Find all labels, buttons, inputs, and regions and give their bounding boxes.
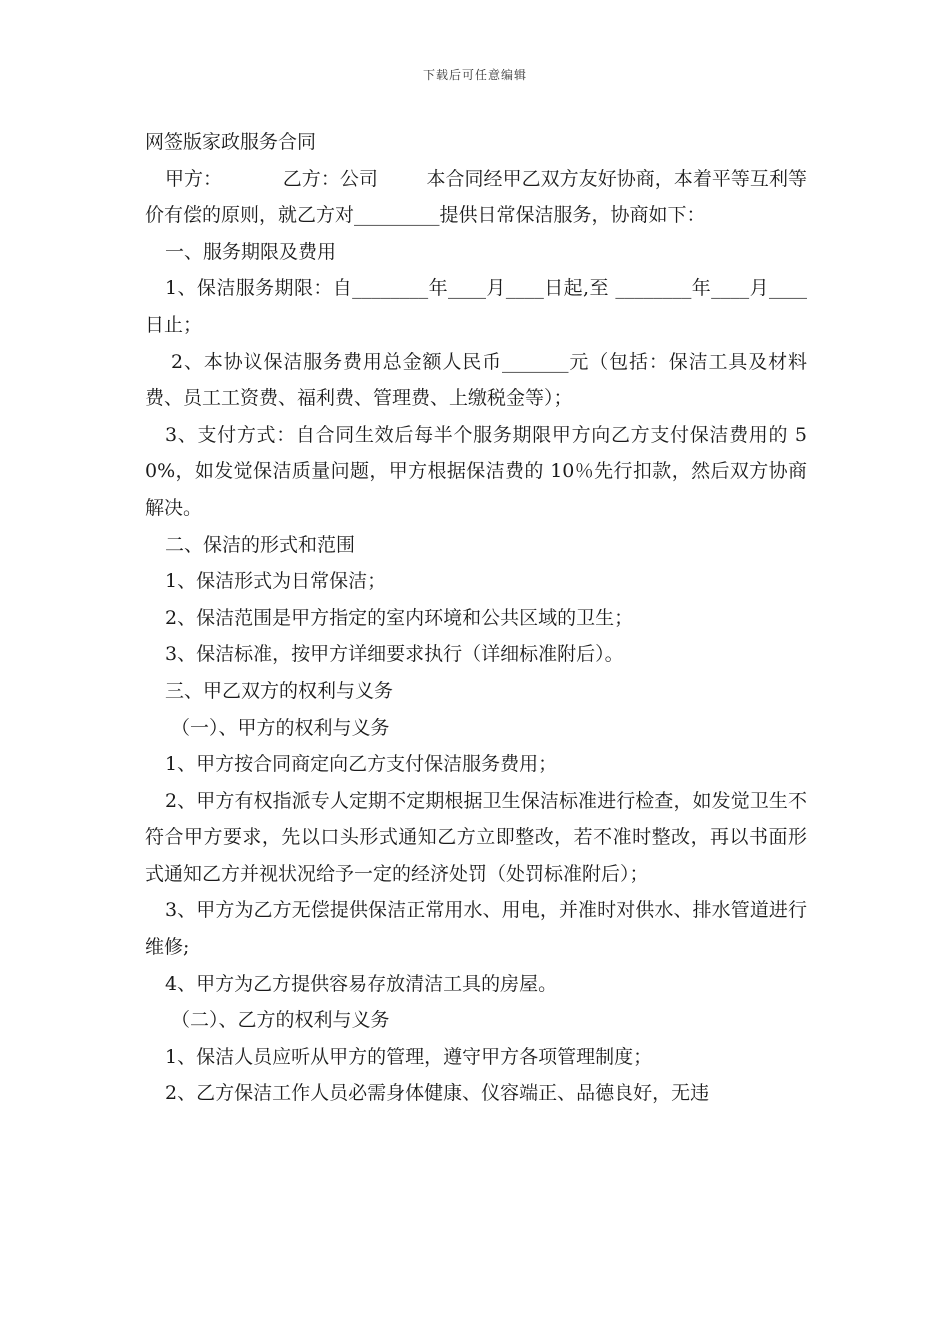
subsection-heading-party-b: （二）、乙方的权利与义务: [171, 1009, 390, 1032]
paragraph-3-a-1: 1、甲方按合同商定向乙方支付保洁服务费用；: [165, 753, 558, 776]
document-title: 网签版家政服务合同: [145, 131, 317, 153]
paragraph-3-a-2: 2、甲方有权指派专人定期不定期根据卫生保洁标准进行检查，如发觉卫生不符合甲方要求，先以口头形式通知乙方立即整改，若不准时整改，再以书面形式通知乙方并视状况给予一定的经济处罚（处罚标准附后）；: [145, 789, 807, 885]
paragraph-3-b-2: 2、乙方保洁工作人员必需身体健康、仪容端正、品德良好，无违: [165, 1082, 710, 1105]
page-header-note: 下载后可任意编辑: [422, 68, 527, 82]
paragraph-3-b-1: 1、保洁人员应听从甲方的管理，遵守甲方各项管理制度；: [165, 1045, 653, 1068]
paragraph-2-3: 3、保洁标准，按甲方详细要求执行（详细标准附后）。: [165, 643, 624, 666]
paragraph-intro: 甲方： 乙方：公司 本合同经甲乙双方友好协商，本着平等互利等价有偿的原则，就乙方对_________提供日常保洁服务，协商如下：: [145, 167, 807, 227]
paragraph-1-1: 1、保洁服务期限：自________年____月____日起,至 ________年____月____日止；: [145, 277, 807, 336]
paragraph-2-1: 1、保洁形式为日常保洁；: [165, 570, 387, 593]
subsection-heading-party-a: （一）、甲方的权利与义务: [171, 716, 390, 739]
paragraph-2-2: 2、保洁范围是甲方指定的室内环境和公共区域的卫生；: [165, 606, 634, 629]
document-body: [145, 124, 807, 1112]
paragraph-1-3: 3、支付方式：自合同生效后每半个服务期限甲方向乙方支付保洁费用的 50%，如发觉保洁质量问题，甲方根据保洁费的 10％先行扣款，然后双方协商解决。: [145, 423, 807, 519]
paragraph-3-a-4: 4、甲方为乙方提供容易存放清洁工具的房屋。: [165, 972, 558, 995]
section-heading-1: 一、服务期限及费用: [165, 240, 337, 263]
paragraph-1-2: 2、本协议保洁服务费用总金额人民币_______元（包括：保洁工具及材料费、员工工资费、福利费、管理费、上缴税金等）；: [145, 350, 807, 410]
paragraph-3-a-3: 3、甲方为乙方无偿提供保洁正常用水、用电，并准时对供水、排水管道进行维修;: [145, 899, 807, 959]
section-heading-2: 二、保洁的形式和范围: [165, 533, 356, 556]
section-heading-3: 三、甲乙双方的权利与义务: [165, 679, 394, 702]
